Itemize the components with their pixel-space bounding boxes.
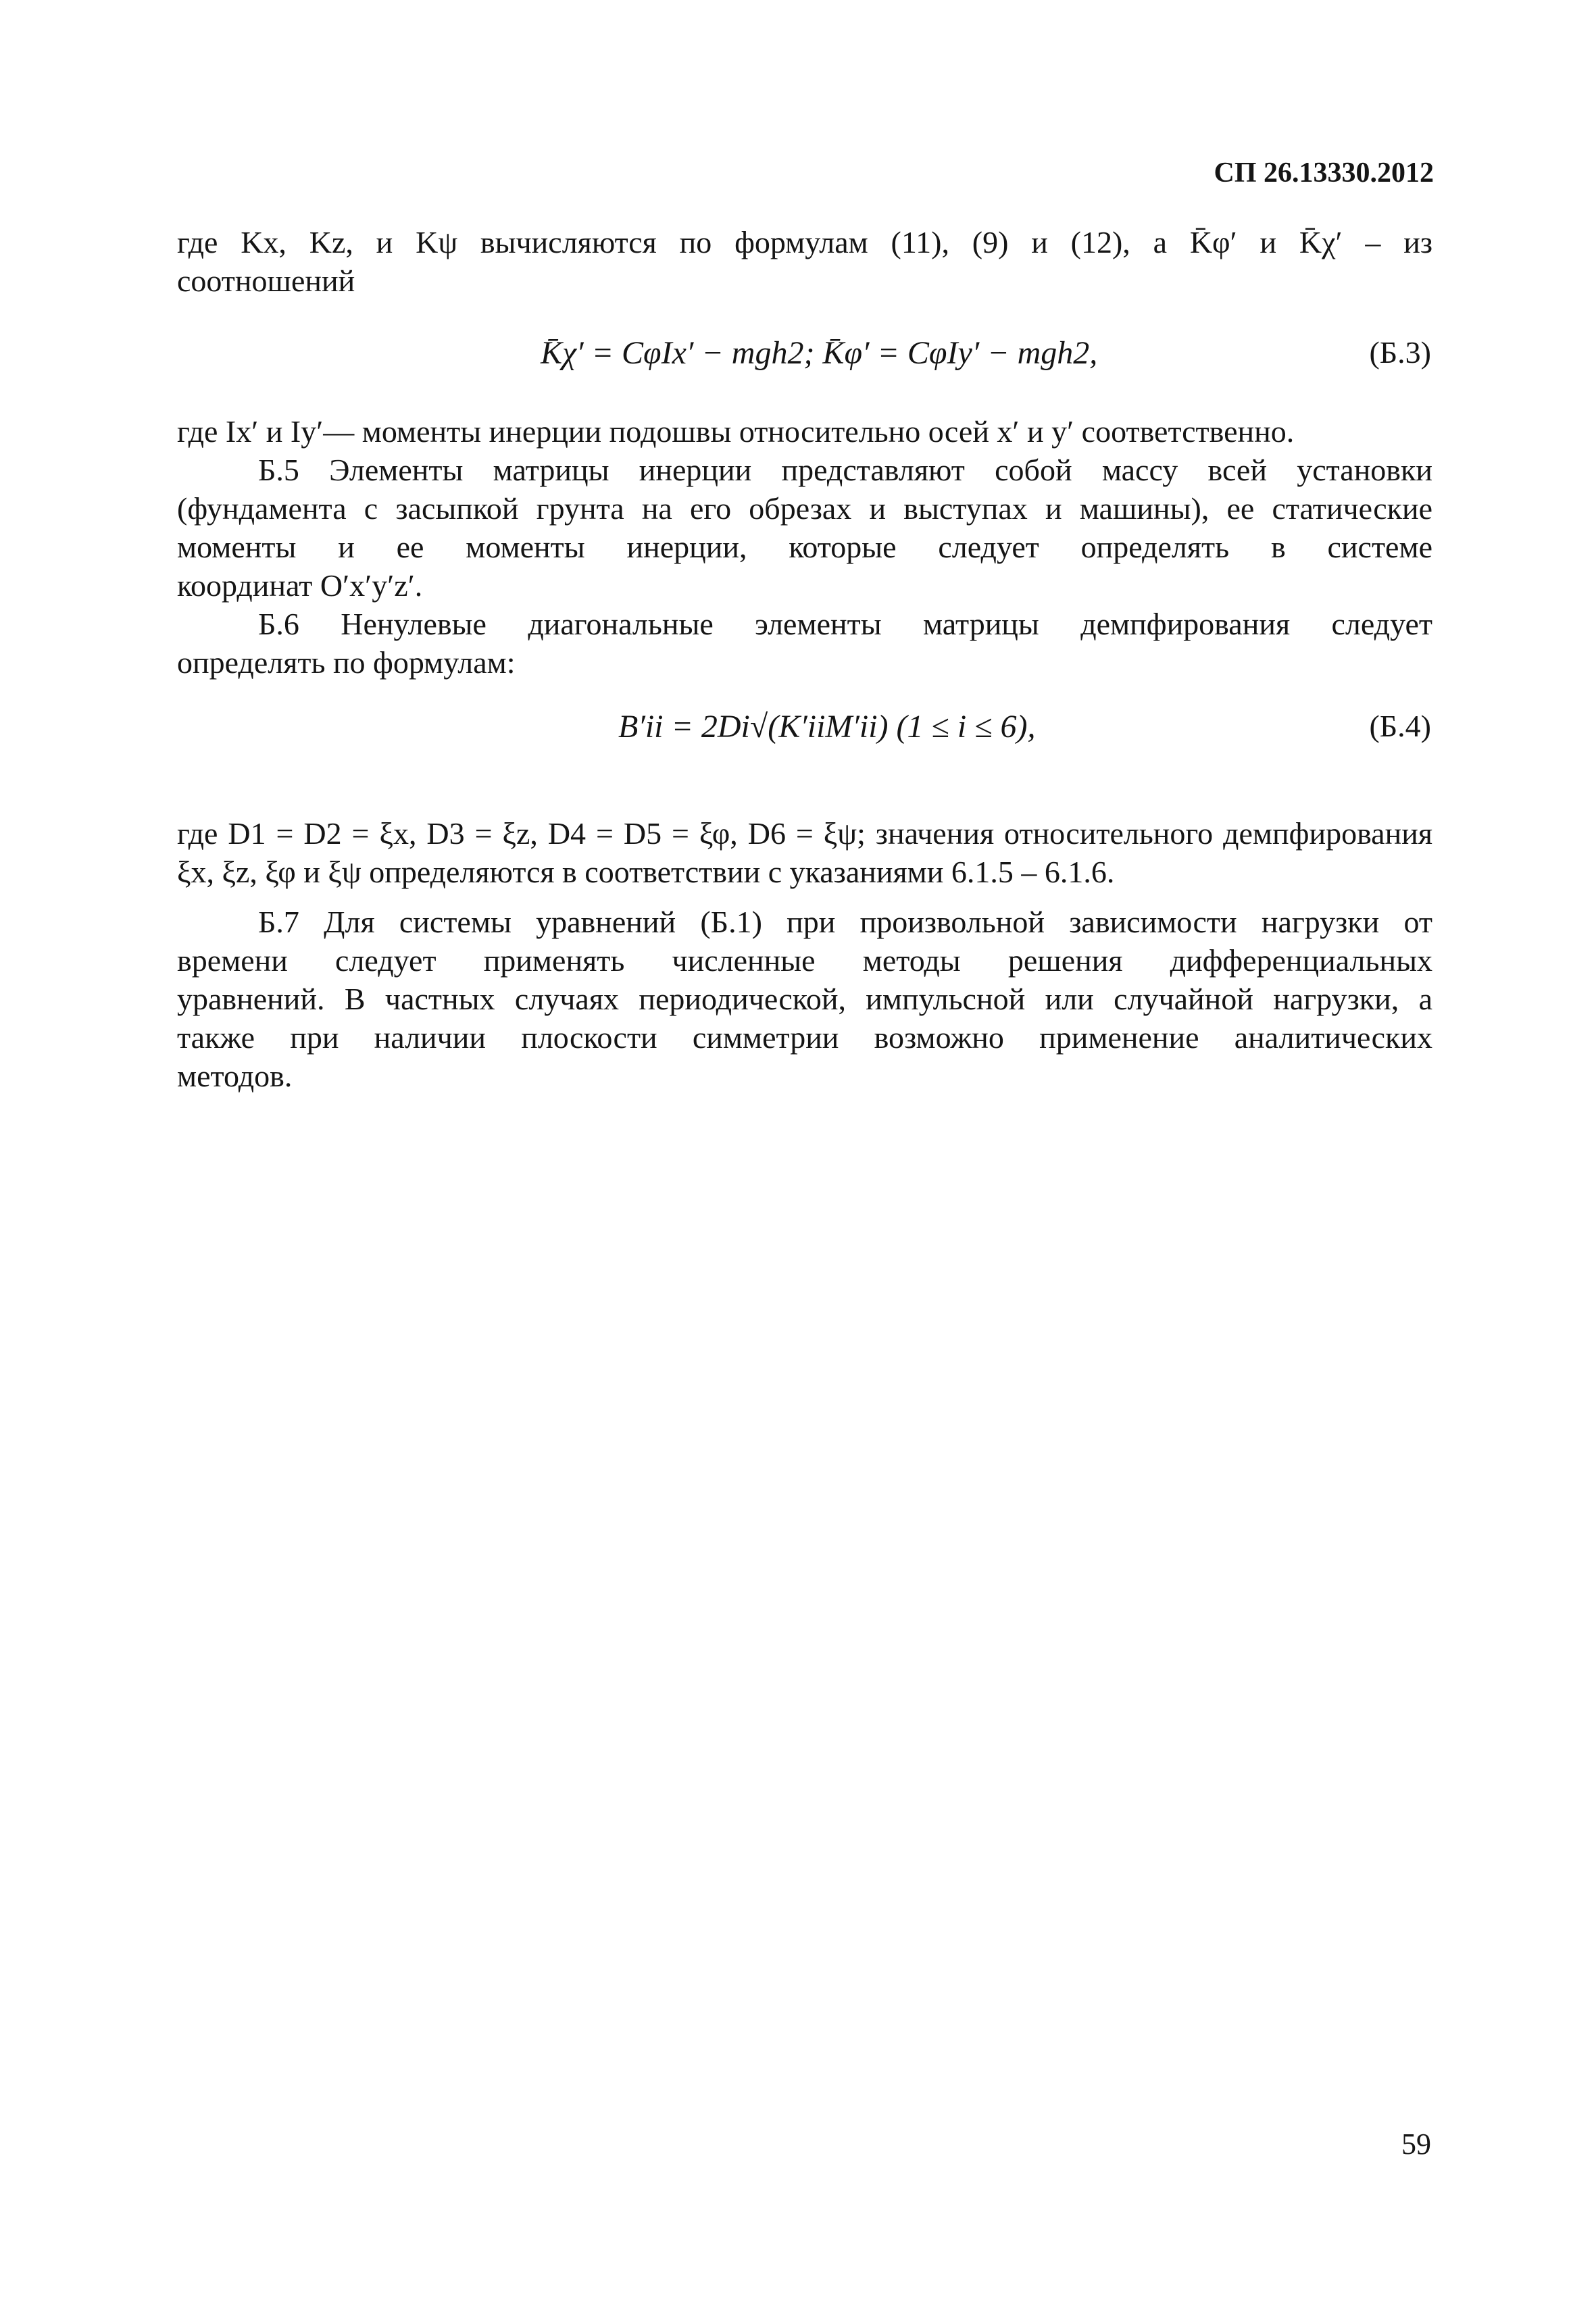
- paragraph-line: где D1 = D2 = ξx, D3 = ξz, D4 = D5 = ξφ, D6 = ξψ; значения относительного демпфирования: [177, 816, 1432, 851]
- paragraph-line: Б.6 Ненулевые диагональные элементы матрицы демпфирования следует: [258, 607, 1432, 641]
- paragraph-b7: [177, 903, 1432, 1095]
- paragraph-b5: [177, 451, 1432, 605]
- paragraph-inertia-moments: [177, 412, 1432, 451]
- paragraph-line: Б.5 Элементы матрицы инерции представляют собой массу всей установки: [258, 453, 1432, 487]
- paragraph-damping: [177, 814, 1432, 891]
- paragraph-line: моменты и ее моменты инерции, которые следует определять в системе: [177, 530, 1432, 564]
- paragraph-line: ξx, ξz, ξφ и ξψ определяются в соответствии с указаниями 6.1.5 – 6.1.6.: [177, 855, 1115, 889]
- paragraph-line: также при наличии плоскости симметрии возможно применение аналитических: [177, 1020, 1432, 1055]
- page-number: 59: [1401, 2128, 1431, 2161]
- paragraph-line: времени следует применять численные методы решения дифференциальных: [177, 943, 1432, 978]
- paragraph-line: определять по формулам:: [177, 645, 516, 680]
- paragraph-line: Б.7 Для системы уравнений (Б.1) при произвольной зависимости нагрузки от: [258, 905, 1432, 939]
- paragraph-line: где Kx, Kz, и Kψ вычисляются по формулам (11), (9) и (12), а K̄φ′ и K̄χ′ – из: [177, 225, 1432, 259]
- equation-number-b3: (Б.3): [1369, 335, 1431, 370]
- paragraph-line: уравнений. В частных случаях периодической, импульсной или случайной нагрузки, а: [177, 982, 1432, 1016]
- paragraph-line: координат O′x′y′z′.: [177, 568, 423, 603]
- equation-number-b4: (Б.4): [1369, 709, 1431, 743]
- paragraph-line: (фундамента с засыпкой грунта на его обрезах и выступах и машины), ее статические: [177, 491, 1432, 526]
- paragraph-line: где Ix′ и Iy′— моменты инерции подошвы относительно осей x′ и y′ соответственно.: [177, 414, 1295, 449]
- paragraph-line: соотношений: [177, 263, 355, 298]
- paragraph-line: методов.: [177, 1059, 293, 1093]
- paragraph-b6: [177, 605, 1432, 682]
- equation-b4: B′ii = 2Di√(K′iiM′ii) (1 ≤ i ≤ 6),: [618, 709, 1036, 745]
- document-code-header: СП 26.13330.2012: [1214, 157, 1434, 188]
- equation-b3: K̄χ′ = CφIx′ − mgh2; K̄φ′ = CφIy′ − mgh2,: [541, 335, 1098, 371]
- paragraph-coefficients: [177, 223, 1432, 300]
